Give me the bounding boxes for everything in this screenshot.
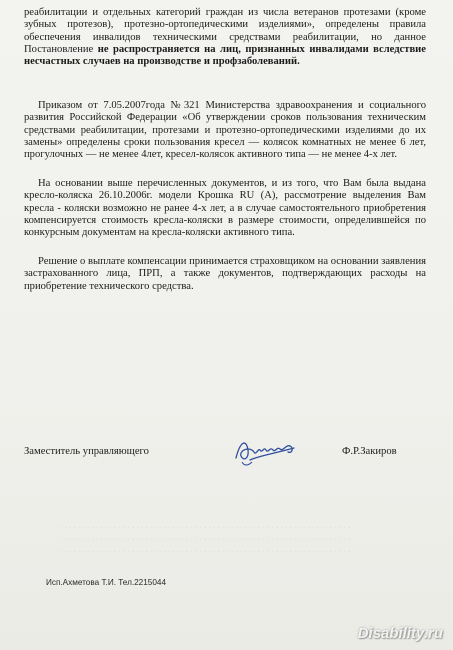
signer-position-title: Заместитель управляющего: [24, 446, 149, 457]
bleed-through-text: . . . . . . . . . . . . . . . . . . . . . . . . . . . . . . . . . . . . . . . . . . . . . . . . . . . . . . . . . . . . . . . . .: [60, 544, 351, 554]
bleed-through-text: . . . . . . . . . . . . . . . . . . . . . . . . . . . . . . . . . . . . . . . . . . . . . . . . . . . . . . . . . . . . . . . . .: [60, 520, 351, 530]
handwritten-signature: [232, 432, 306, 470]
paragraph-3: На основании выше перечисленных документов, и из того, что Вам была выдана кресло-коляска 26.10.2006г. модели Крошка RU (А), рассмотрение выделения Вам кресла - коляски возможно не ранее 4-х лет, а в случае самостоятельного приобретения компенсируется стоимость кресла-коляски в размере стоимости, определившейся по конкурсным документам на кресла-коляски активного типа.: [24, 178, 426, 239]
paragraph-4: Решение о выплате компенсации принимается страховщиком на основании заявления застрахованного лица, ПРП, а также документов, подтверждающих расходы на приобретение технического средства.: [24, 256, 426, 292]
signer-name: Ф.Р.Закиров: [342, 446, 397, 457]
paragraph-1-bold-text: не распространяется на лиц, признанных инвалидами вследствие несчастных случаев на производстве и профзаболеваний.: [24, 43, 426, 68]
paragraph-2: Приказом от 7.05.2007года №321 Министерства здравоохранения и социального развития Российской Федерации «Об утверждении сроков пользования техническим средствами реабилитации, протезами и протезно-ортопедическими изделиями до их замены» определены сроки пользования кресел — колясок комнатных не менее 6 лет, прогулочных — не менее 4лет, кресел-колясок активного типа — не менее 4-х лет.: [24, 100, 426, 161]
executor-contact-line: Исп.Ахметова Т.И. Тел.2215044: [46, 578, 166, 587]
site-watermark: Disability.ru: [357, 625, 443, 642]
paragraph-1: [24, 7, 426, 68]
bleed-through-text: . . . . . . . . . . . . . . . . . . . . . . . . . . . . . . . . . . . . . . . . . . . . . . . . . . . . . . . . . . . . . . . . .: [60, 532, 351, 542]
paragraph-1-text: реабилитации и отдельных категорий граждан из числа ветеранов протезами (кроме зубных протезов), протезно-ортопедическими изделиями», определены правила обеспечения инвалидов техническими средствами реабилитации, но данное Постановление: [24, 7, 426, 55]
